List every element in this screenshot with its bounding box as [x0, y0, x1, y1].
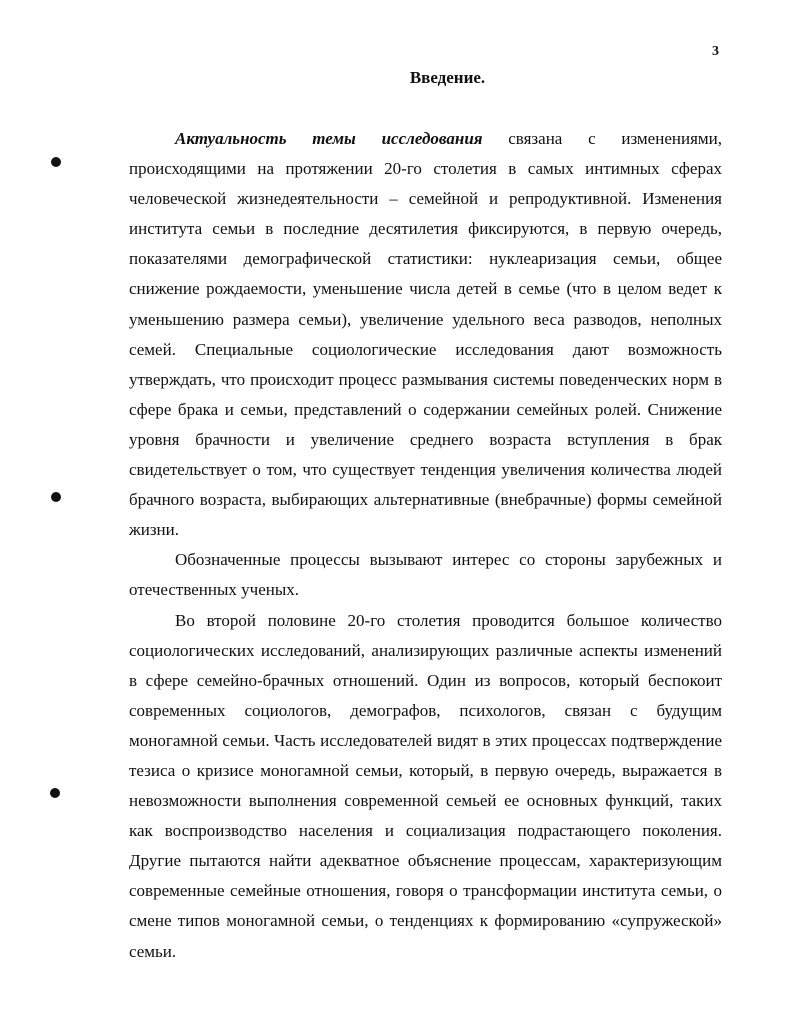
margin-mark — [50, 788, 60, 798]
paragraph-relevance — [129, 124, 722, 545]
paragraph-research: Во второй половине 20-го столетия проводится большое количество социологических исследований, анализирующих различные аспекты изменений в сфере семейно-брачных отношений. Один из вопросов, который беспокоит современных социологов, демографов, психологов, связан с будущим моногамной семьи. Часть исследователей видят в этих процессах подтверждение тезиса о кризисе моногамной семьи, который, в первую очередь, выражается в невозможности выполнения современной семьей ее основных функций, таких как воспроизводство населения и социализация подрастающего поколения. Другие пытаются найти адекватное объяснение процессам, характеризующим современные семейные отношения, говоря о трансформации института семьи, о смене типов моногамной семьи, о тенденциях к формированию «супружеской» семьи. — [129, 610, 722, 961]
body-text — [129, 124, 722, 967]
paragraph-interest: Обозначенные процессы вызывают интерес со стороны зарубежных и отечественных ученых. — [129, 550, 722, 600]
relevance-emphasis: Актуальность темы исследования — [175, 129, 483, 148]
page-number: 3 — [712, 44, 719, 59]
relevance-text: связана с изменениями, происходящими на протяжении 20-го столетия в самых интимных сферах человеческой жизнедеятельности – семейной и репродуктивной. Изменения института семьи в последние десятилетия фиксируются, в первую очередь, показателями демографической статистики: нуклеаризация семьи, общее снижение рождаемости, уменьшение числа детей в семье (что в целом ведет к уменьшению размера семьи), увеличение удельного веса разводов, неполных семей. Специальные социологические исследования дают возможность утверждать, что происходит процесс размывания системы поведенческих норм в сфере брака и семьи, представлений о содержании семейных ролей. Снижение уровня брачности и увеличение среднего возраста вступления в брак свидетельствует о том, что существует тенденция увеличения количества людей брачного возраста, выбирающих альтернативные (внебрачные) формы семейной жизни. — [129, 129, 722, 540]
page-title: Введение. — [409, 68, 486, 87]
margin-mark — [51, 157, 61, 167]
margin-mark — [51, 492, 61, 502]
